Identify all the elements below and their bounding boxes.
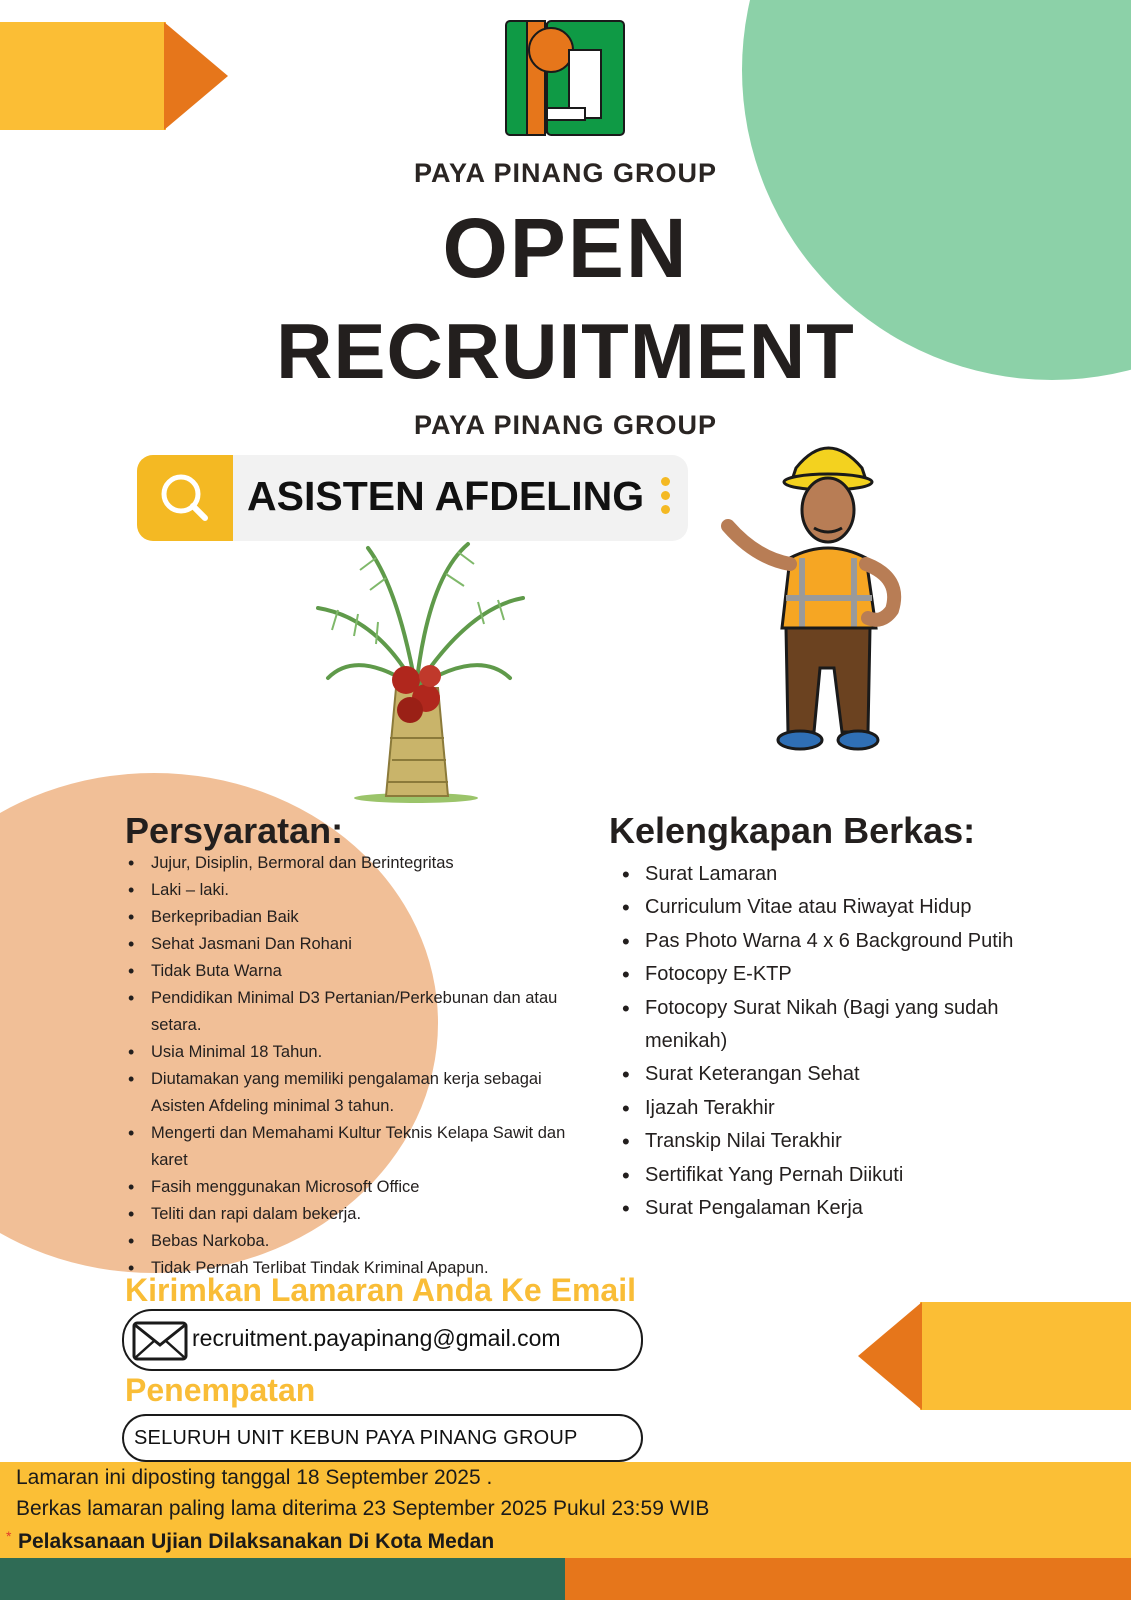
bottom-green-band — [0, 1558, 565, 1600]
list-item: • Usia Minimal 18 Tahun. — [125, 1039, 575, 1066]
asterisk-mark: * — [6, 1528, 12, 1544]
list-item: • Pendidikan Minimal D3 Pertanian/Perkebunan dan atau setara. — [125, 985, 575, 1039]
list-item: • Berkepribadian Baik — [125, 904, 575, 931]
placement-value: SELURUH UNIT KEBUN PAYA PINANG GROUP — [134, 1427, 578, 1449]
list-item: • Surat Keterangan Sehat — [620, 1058, 1040, 1091]
list-item: • Pas Photo Warna 4 x 6 Background Putih — [620, 925, 1040, 958]
list-item: • Fotocopy E-KTP — [620, 958, 1040, 991]
search-icon — [137, 455, 233, 541]
palm-tree-illustration — [298, 538, 528, 818]
list-item: • Tidak Pernah Terlibat Tindak Kriminal Apapun. — [125, 1255, 575, 1282]
list-item: • Tidak Buta Warna — [125, 958, 575, 985]
exam-location-text: Pelaksanaan Ujian Dilaksanakan Di Kota Medan — [18, 1530, 495, 1553]
top-left-arrow-decoration — [164, 22, 228, 130]
posted-date-text: Lamaran ini diposting tanggal 18 September 2025 . — [16, 1466, 493, 1489]
list-item: • Surat Lamaran — [620, 858, 1040, 891]
title-recruitment: RECRUITMENT — [276, 307, 855, 395]
requirements-title: Persyaratan: — [125, 810, 344, 851]
bottom-right-yellow-bar — [920, 1302, 1131, 1410]
send-application-heading: Kirimkan Lamaran Anda Ke Email — [125, 1272, 636, 1308]
list-item: • Sertifikat Yang Pernah Diikuti — [620, 1159, 1040, 1192]
more-dots-icon — [661, 477, 671, 519]
list-item: • Mengerti dan Memahami Kultur Teknis Kelapa Sawit dan karet — [125, 1120, 575, 1174]
search-icon-box — [137, 455, 233, 541]
bottom-right-arrow-decoration — [858, 1302, 922, 1410]
email-address[interactable]: recruitment.payapinang@gmail.com — [192, 1325, 561, 1351]
list-item: • Diutamakan yang memiliki pengalaman kerja sebagai Asisten Afdeling minimal 3 tahun. — [125, 1066, 575, 1120]
bottom-orange-band — [565, 1558, 1131, 1600]
placement-box — [122, 1414, 643, 1462]
list-item: • Surat Pengalaman Kerja — [620, 1192, 1040, 1225]
position-title: ASISTEN AFDELING — [247, 473, 645, 519]
envelope-icon — [132, 1321, 188, 1361]
email-contact[interactable] — [122, 1309, 643, 1371]
list-item: • Ijazah Terakhir — [620, 1092, 1040, 1125]
placement-heading: Penempatan — [125, 1372, 316, 1408]
worker-illustration — [716, 428, 936, 758]
documents-list — [620, 858, 1040, 1225]
company-name-bottom: PAYA PINANG GROUP — [413, 410, 718, 440]
company-logo — [505, 20, 625, 136]
list-item: • Teliti dan rapi dalam bekerja. — [125, 1201, 575, 1228]
list-item: • Sehat Jasmani Dan Rohani — [125, 931, 575, 958]
list-item: • Fasih menggunakan Microsoft Office — [125, 1174, 575, 1201]
list-item: • Jujur, Disiplin, Bermoral dan Berintegritas — [125, 850, 575, 877]
company-name-top: PAYA PINANG GROUP — [413, 158, 718, 188]
position-bar — [137, 455, 688, 541]
title-open: OPEN — [442, 201, 689, 295]
list-item: • Fotocopy Surat Nikah (Bagi yang sudah menikah) — [620, 992, 1040, 1059]
list-item: • Bebas Narkoba. — [125, 1228, 575, 1255]
deadline-text: Berkas lamaran paling lama diterima 23 September 2025 Pukul 23:59 WIB — [16, 1497, 710, 1520]
top-left-yellow-bar — [0, 22, 166, 130]
requirements-list — [125, 850, 575, 1282]
list-item: • Transkip Nilai Terakhir — [620, 1125, 1040, 1158]
list-item: • Curriculum Vitae atau Riwayat Hidup — [620, 891, 1040, 924]
documents-title: Kelengkapan Berkas: — [609, 810, 976, 851]
list-item: • Laki – laki. — [125, 877, 575, 904]
